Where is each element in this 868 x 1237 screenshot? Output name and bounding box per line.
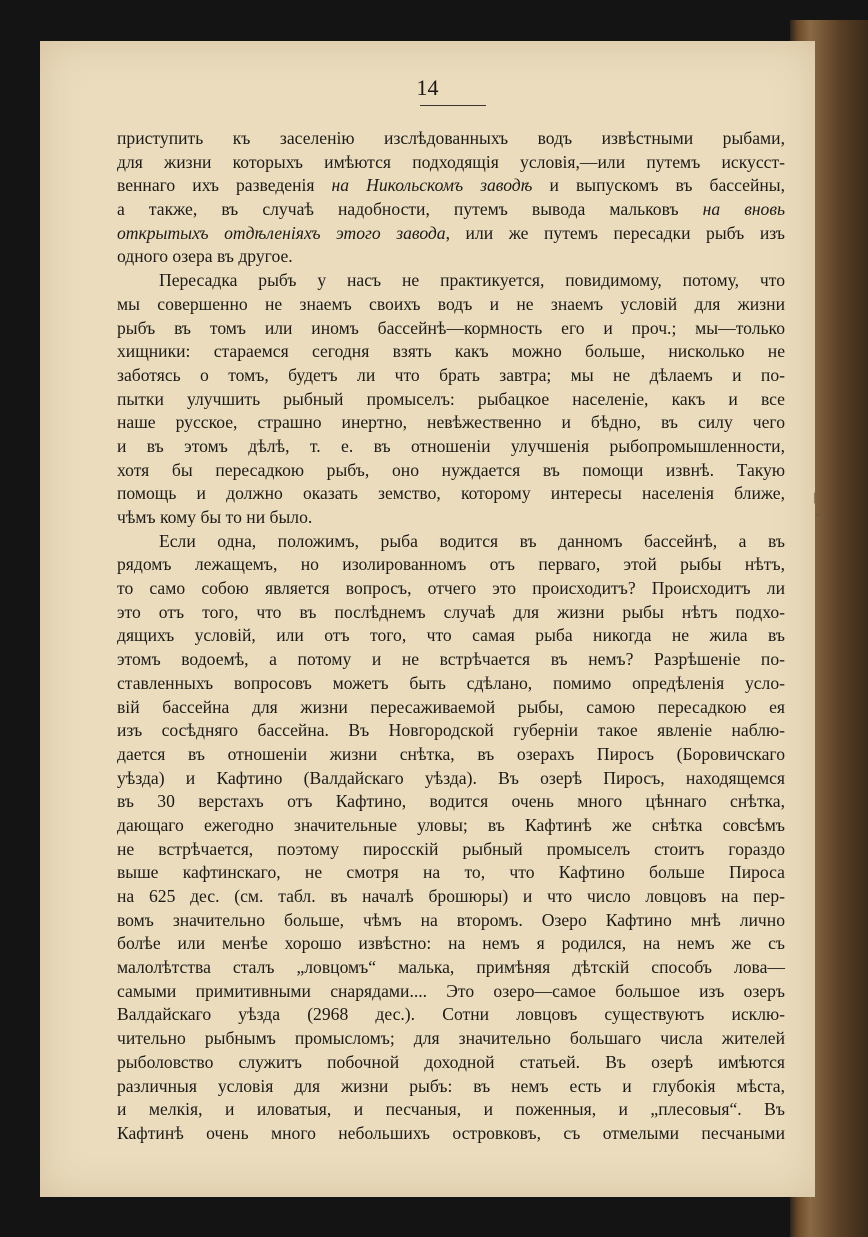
line-text: и въ этомъ дѣлѣ, т. е. въ отношеніи улучшенія рыбопромышленности,	[117, 435, 785, 456]
line-text: самыми примитивными снарядами.... Это озеро—самое большое изъ озеръ	[117, 980, 785, 1001]
text-line	[117, 601, 785, 625]
line-text: не встрѣчается, поэтому пиросскій рыбный промыселъ стоитъ гораздо	[117, 838, 785, 859]
line-text: Кафтинѣ очень много небольшихъ островковъ, съ отмелыми песчаными	[117, 1122, 785, 1143]
text-line	[117, 1098, 785, 1122]
text-line	[117, 482, 785, 506]
line-text: а также, въ случаѣ надобности, путемъ вывода мальковъ	[117, 199, 703, 220]
text-line	[117, 198, 785, 222]
text-line	[117, 577, 785, 601]
text-line	[117, 151, 785, 175]
italic-text: на Никольскомъ заводѣ	[331, 175, 533, 196]
line-text: ставленныхъ вопросовъ можетъ быть сдѣлано, помимо опредѣленія усло-	[117, 672, 785, 693]
line-text: Если одна, положимъ, рыба водится въ данномъ бассейнѣ, а въ	[159, 530, 785, 551]
text-line	[117, 174, 785, 198]
text-line	[117, 767, 785, 791]
text-line	[117, 696, 785, 720]
line-text: для жизни которыхъ имѣются подходящія условія,—или путемъ искусст-	[117, 151, 785, 172]
book-page	[40, 41, 826, 1197]
text-line	[117, 411, 785, 435]
line-text: чительно рыбнымъ промысломъ; для значительно большаго числа жителей	[117, 1028, 785, 1049]
text-line	[117, 838, 785, 862]
line-text: болѣе или менѣе хорошо извѣстно: на немъ я родился, на немъ же съ	[117, 933, 785, 954]
line-text: рыбъ въ томъ или иномъ бассейнѣ—кормность его и проч.; мы—только	[117, 317, 785, 338]
line-text: и выпускомъ въ бассейны,	[532, 175, 785, 196]
line-text: вій бассейна для жизни пересаживаемой рыбы, самою пересадкою ея	[117, 696, 785, 717]
line-text: выше кафтинскаго, не смотря на то, что Кафтино больше Пироса	[117, 862, 785, 883]
text-line	[117, 269, 785, 293]
line-text: Валдайскаго уѣзда (2968 дес.). Сотни ловцовъ существуютъ исклю-	[117, 1004, 785, 1025]
text-line	[117, 435, 785, 459]
body-text	[117, 127, 785, 1146]
line-text: то само собою является вопросъ, отчего это происходитъ? Происходитъ ли	[117, 578, 785, 599]
line-text: веннаго ихъ разведенія	[117, 175, 332, 196]
line-text: это отъ того, что въ послѣднемъ случаѣ для жизни рыбы нѣтъ подхо-	[117, 601, 785, 622]
text-line	[117, 885, 785, 909]
line-text: заботясь о томъ, будетъ ли что брать завтра; мы не дѣлаемъ и по-	[117, 364, 785, 385]
line-text: приступить къ заселенію изслѣдованныхъ водъ извѣстными рыбами,	[117, 128, 785, 148]
text-line	[117, 909, 785, 933]
text-line	[117, 553, 785, 577]
text-line	[117, 317, 785, 341]
text-line	[117, 743, 785, 767]
line-text: вомъ значительно больше, чѣмъ на второмъ. Озеро Кафтино мнѣ лично	[117, 909, 785, 930]
text-line	[117, 293, 785, 317]
text-line	[117, 956, 785, 980]
line-text: рыболовство служитъ побочной доходной статьей. Въ озерѣ имѣются	[117, 1051, 785, 1072]
line-text: хищники: стараемся сегодня взять какъ можно больше, нисколько не	[117, 341, 785, 362]
line-text: изъ сосѣдняго бассейна. Въ Новгородской губерніи такое явленіе наблю-	[117, 720, 785, 741]
text-line	[117, 790, 785, 814]
text-line	[117, 530, 785, 554]
line-text: мы совершенно не знаемъ своихъ водъ и не знаемъ условій для жизни	[117, 293, 785, 314]
line-text: и мелкія, и иловатыя, и песчаныя, и поженныя, и „плесовыя“. Въ	[117, 1099, 785, 1120]
line-text: чѣмъ кому бы то ни было.	[117, 507, 313, 527]
text-line	[117, 364, 785, 388]
text-line	[117, 980, 785, 1004]
text-line	[117, 624, 785, 648]
line-text: въ 30 верстахъ отъ Кафтино, водится очень много цѣннаго снѣтка,	[117, 791, 785, 812]
line-text: малолѣтства сталъ „ловцомъ“ малька, примѣняя дѣтскій способъ лова—	[117, 957, 785, 978]
line-text: , или же путемъ пересадки рыбъ изъ	[445, 222, 785, 243]
line-text: дящихъ условій, или отъ того, что самая рыба никогда не жила въ	[117, 625, 785, 646]
text-line	[117, 1027, 785, 1051]
line-text: хотя бы пересадкою рыбъ, оно нуждается въ помощи извнѣ. Такую	[117, 459, 785, 480]
text-line	[117, 719, 785, 743]
text-line	[117, 340, 785, 364]
line-text: пытки улучшить рыбный промыселъ: рыбацкое населеніе, какъ и все	[117, 388, 785, 409]
text-line	[117, 1075, 785, 1099]
line-text: различныя условія для жизни рыбъ: въ немъ есть и глубокія мѣста,	[117, 1075, 785, 1096]
text-line	[117, 388, 785, 412]
text-line	[117, 459, 785, 483]
text-line	[117, 245, 785, 269]
text-line	[117, 648, 785, 672]
page-number-rule	[420, 105, 486, 106]
italic-text: на вновь	[702, 199, 785, 220]
text-line	[117, 932, 785, 956]
line-text: дающаго ежегодно значительные уловы; въ Кафтинѣ же снѣтка совсѣмъ	[117, 814, 785, 835]
text-line	[117, 127, 785, 151]
line-text: уѣзда) и Кафтино (Валдайскаго уѣзда). Въ озерѣ Пиросъ, находящемся	[117, 767, 785, 788]
line-text: Пересадка рыбъ у насъ не практикуется, повидимому, потому, что	[159, 270, 785, 291]
italic-text: открытыхъ отдѣленіяхъ этого завода	[117, 222, 446, 243]
text-line	[117, 672, 785, 696]
text-line	[117, 222, 785, 246]
line-text: рядомъ лежащемъ, но изолированномъ отъ перваго, этой рыбы нѣтъ,	[117, 554, 785, 575]
margin-mark: |←	[813, 489, 826, 520]
line-text: наше русское, страшно инертно, невѣжественно и бѣдно, въ силу чего	[117, 412, 785, 433]
page-number: 14	[416, 75, 439, 100]
text-line	[117, 506, 785, 530]
text-line	[117, 861, 785, 885]
line-text: на 625 дес. (см. табл. въ началѣ брошюры) и что число ловцовъ на пер-	[117, 886, 785, 906]
text-line	[117, 814, 785, 838]
line-text: дается въ отношеніи жизни снѣтка, въ озерахъ Пиросъ (Боровичскаго	[117, 743, 785, 764]
text-line	[117, 1122, 785, 1146]
line-text: этомъ водоемѣ, а потому и не встрѣчается въ немъ? Разрѣшеніе по-	[117, 649, 785, 670]
line-text: одного озера въ другое.	[117, 246, 293, 267]
text-line	[117, 1051, 785, 1075]
text-line	[117, 1003, 785, 1027]
line-text: помощь и должно оказать земство, которому интересы населенія ближе,	[117, 483, 785, 504]
